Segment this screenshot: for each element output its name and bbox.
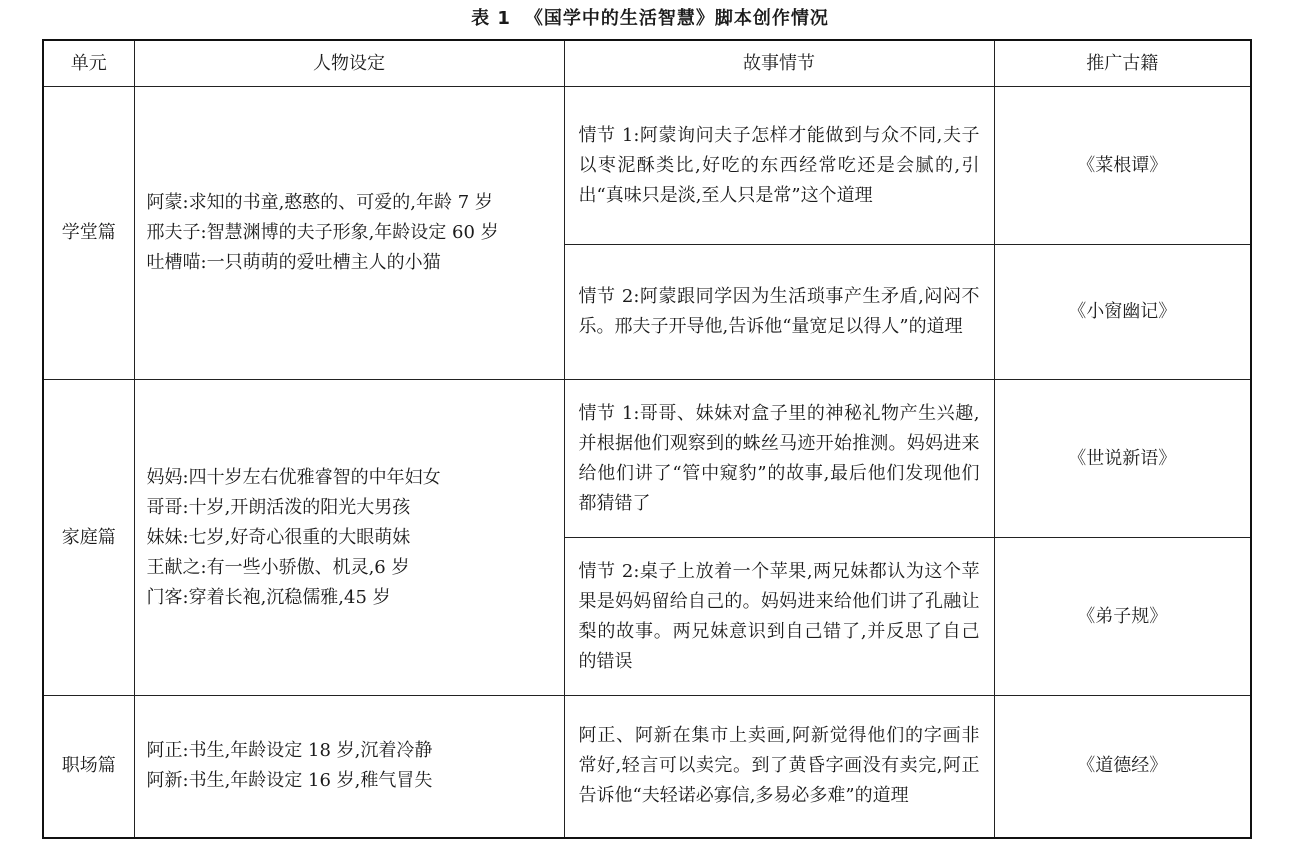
book-cell: 《道德经》: [994, 696, 1251, 838]
characters-cell: [134, 87, 564, 380]
header-unit: 单元: [43, 40, 134, 87]
character-line: 阿正:书生,年龄设定 18 岁,沉着冷静: [146, 740, 433, 762]
table-row: [43, 696, 1251, 838]
book-cell: 《菜根谭》: [994, 87, 1251, 245]
character-line: 吐槽喵:一只萌萌的爱吐槽主人的小猫: [146, 252, 441, 273]
unit-cell: 家庭篇: [43, 380, 134, 696]
header-book: 推广古籍: [994, 40, 1251, 87]
character-line: 阿蒙:求知的书童,憨憨的、可爱的,年龄 7 岁: [146, 192, 493, 213]
character-line: 王献之:有一些小骄傲、机灵,6 岁: [146, 556, 410, 578]
header-plot: 故事情节: [564, 40, 994, 87]
plot-cell: 情节 1:哥哥、妹妹对盒子里的神秘礼物产生兴趣,并根据他们观察到的蛛丝马迹开始推测。妈妈进来给他们讲了“管中窥豹”的故事,最后他们发现他们都猜错了: [564, 380, 994, 538]
unit-cell: 职场篇: [43, 696, 134, 838]
table-caption: [0, 4, 1300, 30]
table-row: [43, 87, 1251, 245]
plot-cell: 阿正、阿新在集市上卖画,阿新觉得他们的字画非常好,轻言可以卖完。到了黄昏字画没有卖完,阿正告诉他“夫轻诺必寡信,多易必多难”的道理: [564, 696, 994, 838]
characters-cell: [134, 696, 564, 838]
plot-cell: 情节 2:桌子上放着一个苹果,两兄妹都认为这个苹果是妈妈留给自己的。妈妈进来给他们讲了孔融让梨的故事。两兄妹意识到自己错了,并反思了自己的错误: [564, 538, 994, 696]
script-table: [42, 39, 1252, 839]
caption-number: 表 1: [471, 8, 511, 29]
character-line: 妈妈:四十岁左右优雅睿智的中年妇女: [146, 466, 441, 488]
book-cell: 《小窗幽记》: [994, 245, 1251, 380]
caption-title: 《国学中的生活智慧》脚本创作情况: [524, 8, 829, 29]
book-cell: 《弟子规》: [994, 538, 1251, 696]
header-row: [43, 40, 1251, 87]
character-line: 哥哥:十岁,开朗活泼的阳光大男孩: [146, 496, 411, 518]
character-line: 门客:穿着长袍,沉稳儒雅,45 岁: [146, 586, 391, 608]
characters-cell: [134, 380, 564, 696]
unit-cell: 学堂篇: [43, 87, 134, 380]
header-characters: 人物设定: [134, 40, 564, 87]
plot-cell: 情节 2:阿蒙跟同学因为生活琐事产生矛盾,闷闷不乐。邢夫子开导他,告诉他“量宽足以得人”的道理: [564, 245, 994, 380]
plot-cell: 情节 1:阿蒙询问夫子怎样才能做到与众不同,夫子以枣泥酥类比,好吃的东西经常吃还是会腻的,引出“真味只是淡,至人只是常”这个道理: [564, 87, 994, 245]
character-line: 阿新:书生,年龄设定 16 岁,稚气冒失: [146, 770, 433, 792]
table-row: [43, 380, 1251, 538]
character-line: 妹妹:七岁,好奇心很重的大眼萌妹: [146, 526, 411, 548]
book-cell: 《世说新语》: [994, 380, 1251, 538]
character-line: 邢夫子:智慧渊博的夫子形象,年龄设定 60 岁: [146, 222, 499, 243]
